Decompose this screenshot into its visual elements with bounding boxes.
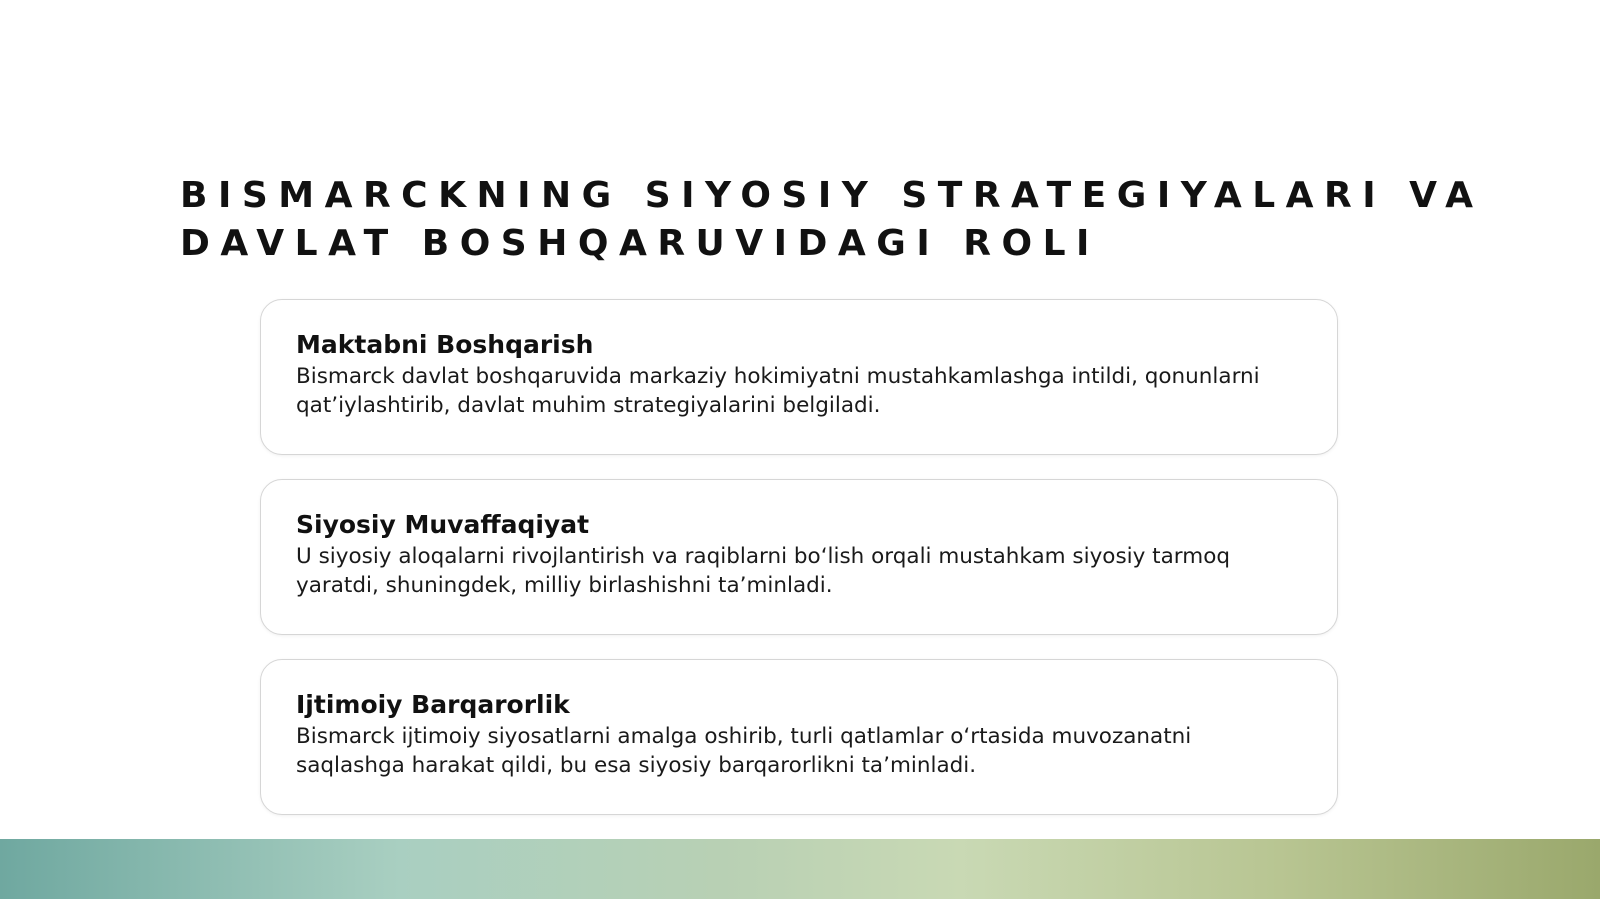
- card-heading: Maktabni Boshqarish: [296, 330, 594, 359]
- card-body: Bismarck ijtimoiy siyosatlarni amalga oshirib, turli qatlamlar o‘rtasida muvozanatni saqlashga harakat qildi, bu esa siyosiy barqarorlikni ta’minladi.: [296, 724, 1192, 778]
- info-card-maktabni-boshqarish: [260, 299, 1338, 455]
- decorative-footer-band: [0, 839, 1600, 899]
- card-heading: Ijtimoiy Barqarorlik: [296, 690, 570, 719]
- info-card-siyosiy-muvaffaqiyat: [260, 479, 1338, 635]
- card-heading: Siyosiy Muvaffaqiyat: [296, 510, 590, 539]
- card-body: U siyosiy aloqalarni rivojlantirish va raqiblarni bo‘lish orqali mustahkam siyosiy tarmoq yaratdi, shuningdek, milliy birlashishni ta’minladi.: [296, 544, 1230, 598]
- card-body: Bismarck davlat boshqaruvida markaziy hokimiyatni mustahkamlashga intildi, qonunlarni qat’iylashtirib, davlat muhim strategiyalarini belgiladi.: [296, 364, 1260, 418]
- info-card-ijtimoiy-barqarorlik: [260, 659, 1338, 815]
- slide-title: BISMARCKNING SIYOSIY STRATEGIYALARI VA DAVLAT BOSHQARUVIDAGI ROLI: [180, 175, 1484, 264]
